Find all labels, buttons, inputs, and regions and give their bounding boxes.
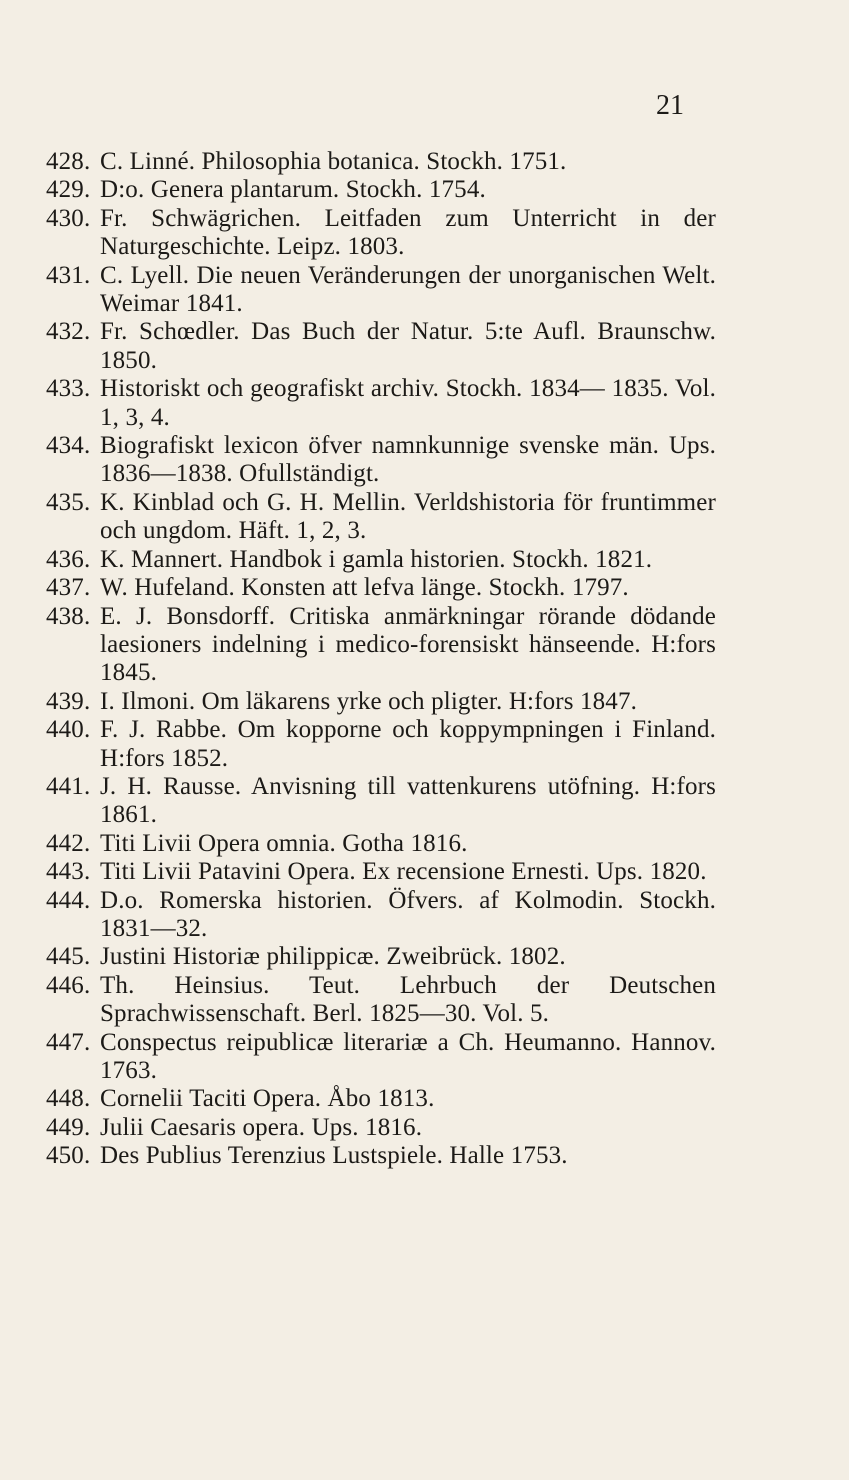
catalogue-entry [46, 972, 716, 1029]
entry-text: Biografiskt lexicon öfver namnkunnige svenske män. Ups. 1836—1838. Ofullständigt. [100, 432, 716, 488]
catalogue-entry [46, 603, 716, 688]
entry-text: Fr. Schœdler. Das Buch der Natur. 5:te Aufl. Braunschw. 1850. [100, 318, 716, 374]
catalogue-entry [46, 688, 716, 716]
catalogue-entry [46, 574, 716, 602]
catalogue-entry [46, 489, 716, 546]
entry-number: 448. [46, 1085, 91, 1113]
entry-text: Th. Heinsius. Teut. Lehrbuch der Deutschen Sprachwissenschaft. Berl. 1825—30. Vol. 5. [100, 971, 716, 1028]
entry-text: Justini Historiæ philippicæ. Zweibrück. 1802. [100, 943, 566, 971]
entry-text: Fr. Schwägrichen. Leitfaden zum Unterricht in der Naturgeschichte. Leipz. 1803. [100, 204, 716, 261]
catalogue-entry [46, 830, 716, 858]
catalogue-entry [46, 262, 716, 319]
entry-number: 447. [46, 1028, 91, 1056]
entry-number: 440. [46, 716, 91, 744]
entry-text: J. H. Rausse. Anvisning till vattenkurens utöfning. H:fors 1861. [100, 772, 716, 829]
entry-text: C. Lyell. Die neuen Veränderungen der unorganischen Welt. Weimar 1841. [100, 261, 716, 318]
entry-text: Titi Livii Patavini Opera. Ex recensione Ernesti. Ups. 1820. [100, 858, 707, 886]
entry-number: 429. [46, 176, 91, 204]
entry-number: 428. [46, 148, 91, 175]
catalogue-entry [46, 716, 716, 773]
catalogue-entry [46, 375, 716, 432]
entry-number: 434. [46, 432, 91, 460]
page-number: 21 [656, 90, 684, 121]
catalogue-entry [46, 1114, 716, 1142]
entry-number: 438. [46, 602, 91, 630]
entry-text: F. J. Rabbe. Om kopporne och koppympningen i Finland. H:fors 1852. [100, 716, 716, 772]
catalogue-entry [46, 432, 716, 489]
entry-number: 432. [46, 318, 91, 346]
entry-text: Historiskt och geografiskt archiv. Stockh. 1834— 1835. Vol. 1, 3, 4. [100, 375, 716, 431]
catalogue-entry [46, 1085, 716, 1113]
entry-text: E. J. Bonsdorff. Critiska anmärkningar rörande dödande laesioners indelning i medico-forensiskt hänseende. H:fors 1845. [100, 602, 716, 687]
entry-number: 446. [46, 971, 91, 999]
catalogue-entry [46, 176, 716, 204]
catalogue-entry [46, 546, 716, 574]
entry-number: 445. [46, 943, 91, 971]
entry-number: 449. [46, 1113, 91, 1141]
entry-number: 436. [46, 545, 91, 573]
entry-text: K. Kinblad och G. H. Mellin. Verldshistoria för fruntimmer och ungdom. Häft. 1, 2, 3. [100, 488, 716, 545]
entry-number: 435. [46, 488, 91, 516]
entry-number: 442. [46, 829, 91, 857]
catalogue-entry [46, 1142, 716, 1170]
catalogue-entry [46, 148, 716, 176]
catalogue-entry [46, 318, 716, 375]
entry-text: Cornelii Taciti Opera. Åbo 1813. [100, 1085, 435, 1113]
entry-text: W. Hufeland. Konsten att lefva länge. Stockh. 1797. [100, 574, 629, 602]
entry-number: 443. [46, 858, 91, 886]
entry-number: 430. [46, 204, 91, 232]
entry-number: 441. [46, 772, 91, 800]
entry-text: D.o. Romerska historien. Öfvers. af Kolmodin. Stockh. 1831—32. [100, 886, 716, 942]
entry-number: 439. [46, 687, 91, 715]
entry-text: Titi Livii Opera omnia. Gotha 1816. [100, 829, 468, 857]
entry-text: D:o. Genera plantarum. Stockh. 1754. [100, 176, 486, 204]
entry-number: 433. [46, 375, 91, 403]
entry-text: Conspectus reipublicæ literariæ a Ch. Heumanno. Hannov. 1763. [100, 1028, 716, 1084]
entry-number: 437. [46, 574, 91, 602]
catalogue-list [46, 148, 716, 1171]
entry-text: Des Publius Terenzius Lustspiele. Halle 1753. [100, 1142, 568, 1170]
catalogue-entry [46, 205, 716, 262]
entry-text: K. Mannert. Handbok i gamla historien. Stockh. 1821. [100, 545, 653, 573]
entry-text: Julii Caesaris opera. Ups. 1816. [100, 1113, 423, 1141]
entry-text: I. Ilmoni. Om läkarens yrke och pligter. H:fors 1847. [100, 687, 638, 715]
catalogue-entry [46, 858, 716, 886]
catalogue-entry [46, 1029, 716, 1086]
catalogue-entry [46, 773, 716, 830]
entry-number: 450. [46, 1142, 91, 1170]
catalogue-entry [46, 943, 716, 971]
entry-text: C. Linné. Philosophia botanica. Stockh. 1751. [100, 148, 567, 175]
entry-number: 444. [46, 886, 91, 914]
entry-number: 431. [46, 261, 91, 289]
catalogue-entry [46, 887, 716, 944]
